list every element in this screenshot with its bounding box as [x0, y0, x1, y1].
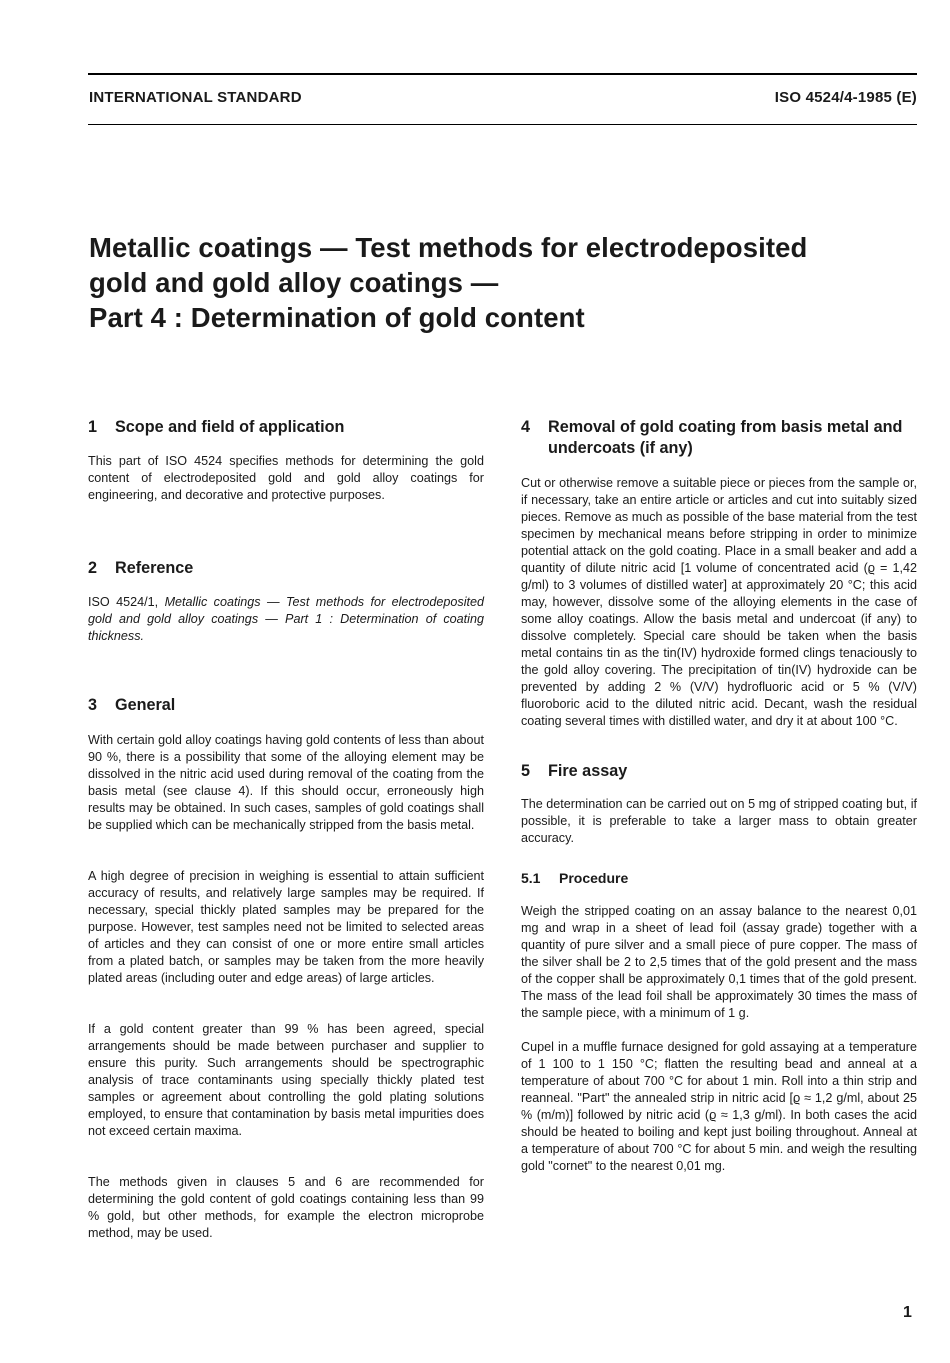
- section-title: Fire assay: [548, 762, 628, 780]
- section-1-heading: [88, 417, 484, 438]
- section-title: Removal of gold coating from basis metal and undercoats (if any): [548, 418, 903, 457]
- subsection-title: Procedure: [559, 870, 629, 886]
- section-4-heading: [521, 417, 917, 459]
- section-3-heading: [88, 695, 484, 716]
- section-3-paragraph-3: If a gold content greater than 99 % has been agreed, special arrangements should be made between purchaser and supplier to ensure this purity. Such arrangements should be spectrographic analysis of trace contaminants using specially thickly plated test samples or agreement about controlling the gold plating solutions employed, to ensure that contamination by basis metal impurities does not exceed certain maxima.: [88, 1022, 484, 1138]
- header-top-rule: [88, 73, 917, 75]
- title-line-3: Part 4 : Determination of gold content: [89, 302, 585, 333]
- section-number: 2: [88, 559, 98, 577]
- section-5-heading: [521, 761, 917, 782]
- page-number: 1: [903, 1304, 912, 1321]
- section-number: 1: [88, 418, 98, 436]
- section-4-paragraph: Cut or otherwise remove a suitable piece or pieces from the sample or, if necessary, take an entire article or articles and cut into suitably sized pieces. Remove as much as possible of the base material from the test specimen by mechanical means before stripping in order to minimize potential attack on the gold coating. Place in a small beaker and add a quantity of dilute nitric acid [1 volume of concentrated acid (ϱ = 1,42 g/ml) to 3 volumes of distilled water] at approximately 20 °C; this acid may, however, dissolve some of the alloying elements in the case of some alloy coatings. Allow the basis metal and undercoat (if any) to dissolve completely. Special care should be taken when the basis metal contains tin as the tin(IV) hydroxide formed clings tenaciously to the gold alloy covering. The precipitation of tin(IV) hydroxide can be prevented by adding 2 % (V/V) hydrofluoric acid or 5 % (V/V) fluoroboric acid to the diluted nitric acid. Decant, wash the residual coating several times with distilled water, and dry it at about 100 °C.: [521, 476, 917, 728]
- section-2-heading: [88, 558, 484, 579]
- section-title: Scope and field of application: [115, 418, 345, 436]
- header-standard-type: INTERNATIONAL STANDARD: [89, 89, 302, 106]
- section-5-1-paragraph-1: Weigh the stripped coating on an assay balance to the nearest 0,01 mg and wrap in a sheet of lead foil (assay grade) together with a quantity of pure silver and a small piece of pure copper. The mass of the silver shall be 2 to 2,5 times that of the gold present and the mass of the copper shall be approximately 0,1 times that of the gold present. The mass of the lead foil shall be approximately 30 times the mass of the sample piece, with a minimum of 1 g.: [521, 904, 917, 1020]
- header-standard-number: ISO 4524/4-1985 (E): [774, 89, 917, 106]
- title-line-2: gold and gold alloy coatings —: [89, 267, 499, 298]
- section-title: Reference: [115, 559, 194, 577]
- section-1-paragraph: This part of ISO 4524 specifies methods for determining the gold content of electrodeposited gold and gold alloy coatings for engineering, and decorative and protective purposes.: [88, 454, 484, 502]
- left-column: [88, 417, 484, 1242]
- document-title: [89, 230, 919, 335]
- header-bottom-rule: [88, 124, 917, 125]
- section-2-reference: [88, 594, 484, 645]
- section-5-1-paragraph-2: Cupel in a muffle furnace designed for gold assaying at a temperature of 1 100 to 1 150 °C; flatten the resulting bead and anneal at a temperature of about 700 °C for about 1 min. Roll into a thin strip and reanneal. "Part" the annealed strip in nitric acid [ϱ ≈ 1,2 g/ml, about 25 % (m/m)] followed by nitric acid (ϱ ≈ 1,3 g/ml). In both cases the acid should be heated to boiling and kept just boiling throughout. Anneal at a temperature of about 700 °C for about 5 min. and weigh the resulting gold "cornet" to the nearest 0,01 mg.: [521, 1040, 917, 1173]
- section-3-paragraph-4: The methods given in clauses 5 and 6 are recommended for determining the gold content of gold coatings containing less than 99 % gold, but other methods, for example the electron microprobe method, may be used.: [88, 1175, 484, 1240]
- right-column: [521, 417, 917, 1175]
- section-3-paragraph-1: With certain gold alloy coatings having gold contents of less than about 90 %, there is a possibility that some of the alloying element may be dissolved in the nitric acid used during removal of the coating from the basis metal (see clause 4). If this should occur, erroneously high results may be obtained. In such cases, samples of gold coatings shall be supplied which can be mechanically stripped from the basis metal.: [88, 733, 484, 832]
- section-number: 4: [521, 418, 531, 436]
- subsection-number: 5.1: [521, 870, 541, 886]
- section-number: 5: [521, 762, 531, 780]
- section-3-paragraph-2: A high degree of precision in weighing is essential to attain sufficient accuracy of results, and relatively large samples may be required. If necessary, special thickly plated samples may be prepared for the purpose. However, test samples need not be limited to selected areas of articles and they can consist of one or more entire small articles from a plated batch, or samples may be taken from the more heavily plated areas (including outer and edge areas) of large articles.: [88, 869, 484, 985]
- section-number: 3: [88, 696, 98, 714]
- title-line-1: Metallic coatings — Test methods for electrodeposited: [89, 232, 808, 263]
- reference-title: Metallic coatings — Test methods for electrodeposited gold and gold alloy coatings — Part 1 : Determination of coating thickness.: [88, 595, 485, 643]
- section-title: General: [115, 696, 176, 714]
- section-5-paragraph: The determination can be carried out on 5 mg of stripped coating but, if possible, it is preferable to take a larger mass to obtain greater accuracy.: [521, 797, 917, 845]
- reference-id: ISO 4524/1,: [88, 595, 159, 609]
- section-5-1-heading: [521, 869, 917, 887]
